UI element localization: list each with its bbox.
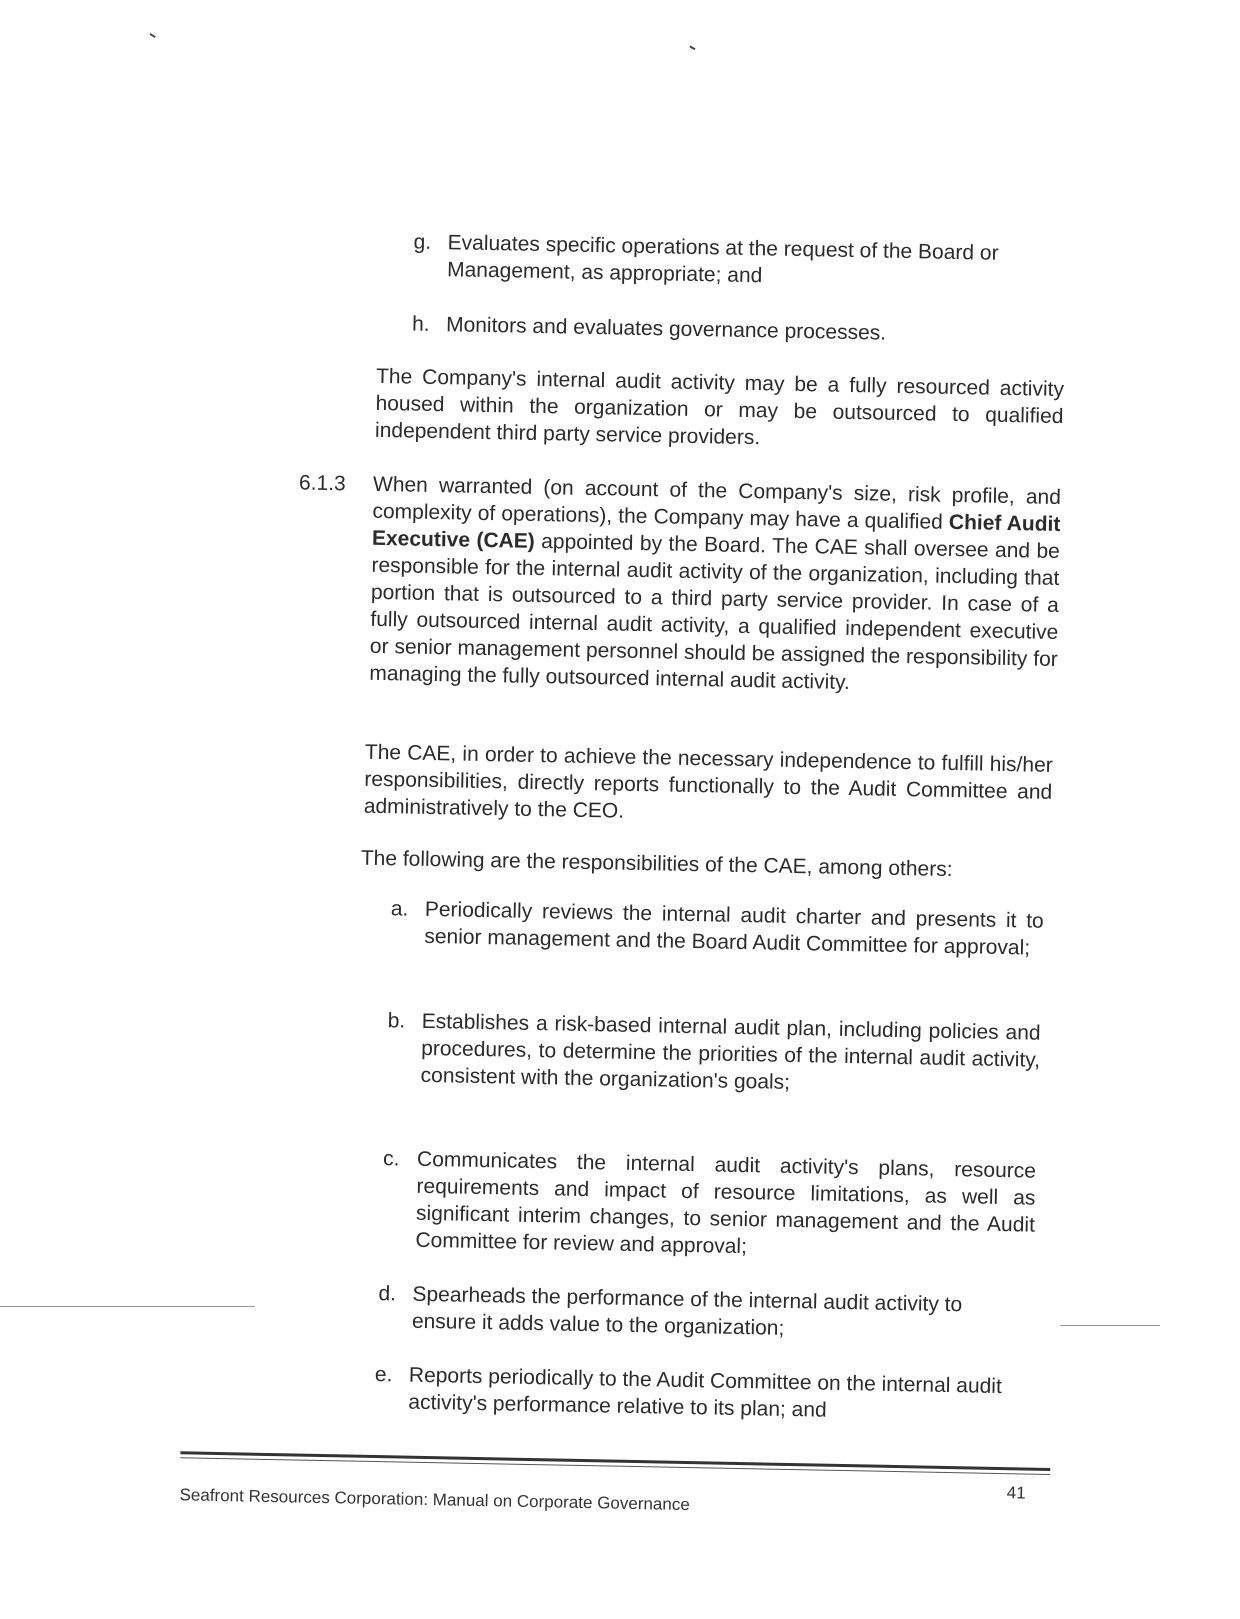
footer-rule	[180, 1451, 1050, 1471]
list-item-text: Periodically reviews the internal audit charter and presents it to senior management and the Board Audit Committee for approval;	[424, 897, 1044, 960]
paragraph-outsourced: The Company's internal audit activity may be a fully resourced activity housed within the organization or may be outsourced to qualified independent third party service providers.	[374, 364, 1065, 450]
list-item-text: Spearheads the performance of the internal audit activity to ensure it adds value to the organization;	[411, 1282, 963, 1340]
scan-mark	[689, 45, 695, 50]
list-item-letter: c.	[382, 1147, 400, 1171]
list-item-text: Monitors and evaluates governance processes.	[445, 313, 887, 345]
list-item-text: Establishes a risk-based internal audit plan, including policies and procedures, to determine the priorities of the internal audit activity, consistent with the organization's goals;	[420, 1009, 1041, 1094]
section-number: 6.1.3	[298, 471, 346, 496]
section-text-before: When warranted (on account of the Company's size, risk profile, and complexity of operations), the Company may have a qualified	[372, 472, 1062, 534]
section-bold-term: Chief Audit Executive (CAE)	[371, 510, 1061, 553]
list-item	[412, 311, 1067, 351]
list-item-text: Communicates the internal audit activity's plans, resource requirements and impact of resource limitations, as well as significant interim changes, to senior management and the Audit Committee for review and approval;	[415, 1147, 1037, 1259]
list-item-text: Evaluates specific operations at the request of the Board or Management, as appropriate; and	[446, 231, 999, 288]
section-text-after: appointed by the Board. The CAE shall oversee and be responsible for the internal audit activity of the organization, including that portion that is outsourced to a third party service provider. In case of a fully outsourced internal audit activity, a qualified independent executive or senior management personnel should be assigned the responsibility for managing the fully outsourced internal audit activity.	[369, 530, 1061, 695]
section-paragraph	[369, 471, 1061, 700]
list-item-letter: b.	[387, 1009, 406, 1033]
list-item-letter: d.	[378, 1282, 397, 1306]
list-item	[378, 1280, 1032, 1347]
list-item-letter: h.	[411, 312, 430, 336]
list-item-letter: e.	[374, 1363, 393, 1387]
footer-title: Seafront Resources Corporation: Manual on Corporate Governance	[179, 1485, 690, 1515]
page-number: 41	[1006, 1483, 1026, 1503]
scan-artifact-line	[1060, 1325, 1160, 1326]
list-item	[413, 229, 1069, 296]
list-item-text: Reports periodically to the Audit Committee on the internal audit activity's performance relative to its plan; and	[408, 1363, 1003, 1422]
list-item	[386, 1007, 1040, 1101]
list-item-letter: g.	[413, 230, 432, 254]
paragraph-independence: The CAE, in order to achieve the necessary independence to fulfill his/her responsibilities, directly reports functionally to the Audit Committee and administratively to the CEO.	[363, 740, 1053, 823]
list-item	[390, 895, 1044, 962]
list-item	[374, 1361, 1028, 1428]
paragraph-following: The following are the responsibilities of the CAE, among others:	[360, 846, 953, 882]
list-item	[381, 1145, 1036, 1266]
scan-mark	[150, 33, 156, 38]
list-item-letter: a.	[390, 897, 409, 921]
scan-artifact-line	[0, 1306, 255, 1307]
